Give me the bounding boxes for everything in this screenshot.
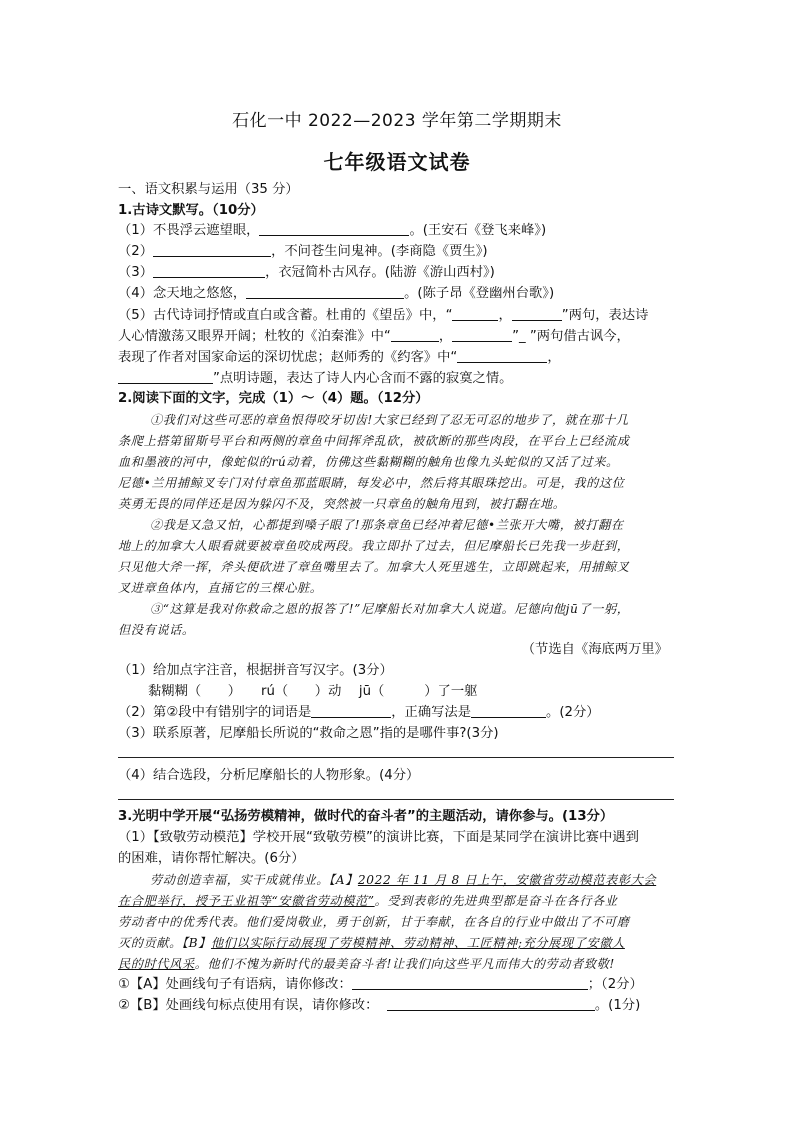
underlined-sentence: 民的时代风采 [118, 957, 195, 971]
q1-item-4-prefix: （4）念天地之悠悠， [118, 286, 247, 301]
passage-line: ①我们对这些可恶的章鱼恨得咬牙切齿!大家已经到了忍无可忍的地步了，就在那十几 [150, 413, 629, 427]
passage-line: ③“这算是我对你救命之恩的报答了!”尼摩船长对加拿大人说道。尼德向他jū了一躬， [150, 602, 630, 616]
exam-subtitle: 七年级语文试卷 [323, 150, 471, 174]
section-heading: 一、语文积累与运用（35 分） [118, 182, 299, 197]
q2-sub-1-answer: 黏糊糊（ ） rú（ ）动 jū（ ）了一躯 [148, 684, 478, 699]
passage-line: 叉进章鱼体内，直捅它的三棵心脏。 [118, 581, 323, 595]
q1-item-5-line-4 [118, 369, 678, 389]
q2-sub-3: （3）联系原著，尼摩船长所说的“救命之恩”指的是哪件事?(3分) [118, 726, 499, 741]
text: ， [547, 350, 561, 365]
text: 。(1分) [594, 998, 641, 1013]
text: ②【B】处画线句标点使用有误，请你修改： [118, 998, 379, 1013]
answer-blank[interactable] [246, 284, 404, 299]
answer-blank[interactable] [153, 242, 271, 257]
q1-item-4-suffix: 。(陈子昂《登幽州台歌》) [404, 286, 555, 301]
text: 表现了作者对国家命运的深切忧虑；赵师秀的《约客》中“ [118, 350, 458, 365]
passage-source: （节选自《海底两万里》 [521, 642, 668, 657]
q1-item-2 [118, 242, 678, 262]
answer-blank[interactable] [259, 221, 409, 236]
q3-sub-1-line-1: （1）【致敬劳动模范】学校开展“致敬劳模”的演讲比赛，下面是某同学在演讲比赛中遇到 [118, 830, 639, 845]
passage-line: 劳动者中的优秀代表。他们爱岗敬业，勇于创新，甘于奉献，在各自的行业中做出了不可磨 [118, 915, 630, 929]
text: 劳动创造幸福，实干成就伟业。【A】 [150, 873, 358, 887]
text: ”_ ”两句借古讽今， [512, 329, 630, 344]
q1-item-5-line-2 [118, 327, 678, 347]
answer-blank[interactable] [452, 306, 498, 321]
q1-item-5-line-1 [118, 306, 678, 326]
passage-line [150, 870, 674, 890]
passage-line: 英勇无畏的同伴还是因为躲闪不及，突然被一只章鱼的触角甩到，被打翻在地。 [118, 497, 566, 511]
exam-title: 石化一中 2022—2023 学年第二学期期末 [232, 111, 562, 131]
passage-line: 只见他大斧一挥，斧头便砍进了章鱼嘴里去了。加拿大人死里逃生，立即跳起来，用捕鲸叉 [118, 560, 630, 574]
q1-item-5-line-3 [118, 348, 678, 368]
passage-line: 地上的加拿大人眼看就要被章鱼咬成两段。我立即扑了过去，但尼摩船长已先我一步赶到， [118, 539, 630, 553]
q1-item-3-suffix: ，衣冠简朴古风存。(陆游《游山西村》) [265, 265, 495, 280]
passage-line [118, 933, 678, 953]
q2-sub-1: （1）给加点字注音，根据拼音写汉字。(3分） [118, 663, 393, 678]
text: ”点明诗题，表达了诗人内心含而不露的寂寞之情。 [213, 371, 513, 386]
answer-blank[interactable] [471, 703, 546, 718]
answer-blank[interactable] [311, 703, 391, 718]
passage-line: 条爬上搭第留斯号平台和两侧的章鱼中间挥斧乱砍，被砍断的那些肉段，在平台上已经流成 [118, 434, 630, 448]
text: ， [498, 308, 512, 323]
q1-item-1 [118, 221, 678, 241]
q1-item-3-prefix: （3） [118, 265, 154, 280]
text: 。他们不愧为新时代的最美奋斗者!让我们向这些平凡而伟大的劳动者致敬! [194, 957, 615, 971]
q2-title: 2.阅读下面的文字，完成（1）～（4）题。（12分） [118, 391, 429, 406]
q1-item-2-suffix: ，不问苍生问鬼神。(李商隐《贾生》) [271, 244, 488, 259]
answer-line[interactable] [118, 799, 674, 800]
text: （5）古代诗词抒情或直白或含蓄。杜甫的《望岳》中，“ [118, 308, 453, 323]
q1-item-1-suffix: 。(王安石《登飞来峰》) [409, 223, 547, 238]
answer-blank[interactable] [387, 996, 595, 1011]
passage-line: 血和墨液的河中，像蛇似的rú动着，仿佛这些黏糊糊的触角也像九头蛇似的又活了过来。 [118, 455, 619, 469]
underlined-sentence: 在合肥举行，授予王业祖等“安徽省劳动模范” [118, 894, 375, 908]
text: ， [438, 329, 453, 344]
q1-item-2-prefix: （2） [118, 244, 154, 259]
text: ①【A】处画线句子有语病，请你修改： [118, 977, 352, 992]
q1-title: 1.古诗文默写。（10分） [118, 203, 264, 218]
text: ；（2分） [587, 977, 643, 992]
text: 灭的贡献。【B】 [118, 936, 211, 950]
answer-blank[interactable] [457, 348, 547, 363]
text: 。(2分） [546, 705, 600, 720]
q2-sub-4: （4）结合选段，分析尼摩船长的人物形象。(4分） [118, 768, 420, 783]
answer-blank[interactable] [153, 263, 265, 278]
q1-item-3 [118, 263, 678, 283]
q2-sub-2 [118, 703, 678, 723]
underlined-sentence: 2022 年 11 月 8 日上午，安徽省劳动模范表彰大会 [357, 873, 657, 887]
q3-fix-2 [118, 996, 678, 1016]
answer-line[interactable] [118, 757, 674, 758]
passage-line: 尼德•兰用捕鲸叉专门对付章鱼那蓝眼睛，每发必中，然后将其眼珠挖出。可是，我的这位 [118, 476, 625, 490]
passage-line: ②我是又急又怕，心都提到嗓子眼了!那条章鱼已经冲着尼德•兰张开大嘴，被打翻在 [150, 518, 624, 532]
q1-item-4 [118, 284, 678, 304]
text: ，正确写法是 [391, 705, 472, 720]
q3-sub-1-line-2: 的困难，请你帮忙解决。(6分） [118, 851, 305, 866]
q3-fix-1 [118, 975, 678, 995]
answer-blank[interactable] [452, 327, 512, 342]
text: 。受到表彰的先进典型都是奋斗在各行各业 [374, 894, 618, 908]
q3-title: 3.光明中学开展“弘扬劳模精神，做时代的奋斗者”的主题活动，请你参与。(13分） [118, 809, 614, 824]
answer-blank[interactable] [352, 975, 588, 990]
text: ”两句，表达诗 [561, 308, 649, 323]
text: 人心情激荡又眼界开阔；杜牧的《泊秦淮》中“ [118, 329, 391, 344]
answer-blank[interactable] [118, 369, 213, 384]
q1-item-1-prefix: （1）不畏浮云遮望眼， [118, 223, 260, 238]
passage-line [118, 954, 678, 974]
text: （2）第②段中有错别字的词语是 [118, 705, 312, 720]
answer-blank[interactable] [512, 306, 562, 321]
underlined-sentence: 他们以实际行动展现了劳模精神、劳动精神、工匠精神;充分展现了安徽人 [210, 936, 625, 950]
passage-line: 但没有说话。 [118, 623, 195, 637]
answer-blank[interactable] [391, 327, 439, 342]
passage-line [118, 891, 678, 911]
